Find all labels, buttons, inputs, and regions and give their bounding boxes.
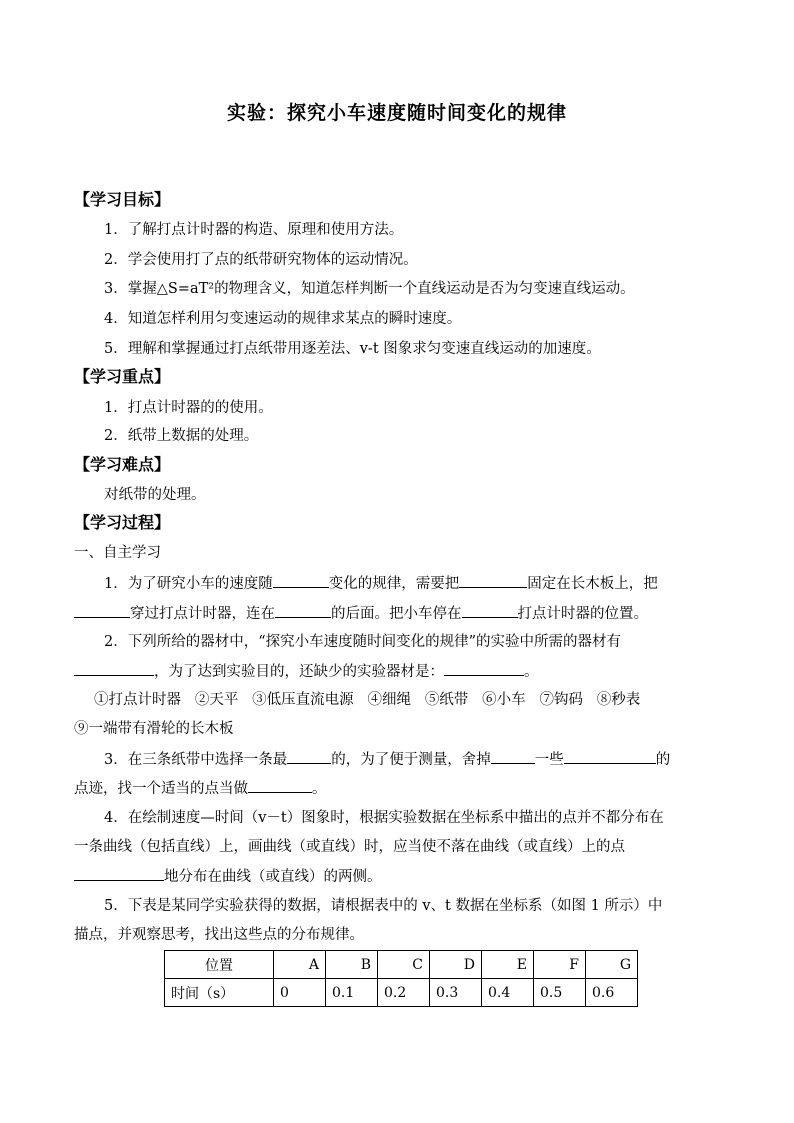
question-1-line-1: 1．为了研究小车的速度随 变化的规律，需要把 固定在长木板上，把 xyxy=(104,573,658,594)
goals-heading: 【学习目标】 xyxy=(74,190,171,209)
question-4-line-2: 一条曲线（包括直线）上，画曲线（或直线）时，应当使不落在曲线（或直线）上的点 xyxy=(74,839,625,855)
equipment-options: ①打点计时器 ②天平 ③低压直流电源 ④细绳 ⑤纸带 ⑥小车 ⑦钩码 ⑧秒表 xyxy=(94,692,641,708)
difficulties-heading: 【学习难点】 xyxy=(74,455,171,474)
question-1-line-2: 穿过打点计时器，连在 的后面。把小车停在 打点计时器的位置。 xyxy=(74,603,648,624)
answer-blank[interactable] xyxy=(459,573,527,588)
table-cell: 0 xyxy=(274,979,326,1007)
table-row xyxy=(165,979,638,1007)
goal-item: 2．学会使用打了点的纸带研究物体的运动情况。 xyxy=(104,252,418,268)
process-heading: 【学习过程】 xyxy=(74,513,171,532)
table-cell: 0.3 xyxy=(430,979,482,1007)
table-cell: B xyxy=(326,951,378,979)
table-cell: 0.1 xyxy=(326,979,378,1007)
answer-blank[interactable] xyxy=(74,866,164,881)
table-cell: F xyxy=(534,951,586,979)
answer-blank[interactable] xyxy=(564,749,656,764)
table-cell: A xyxy=(274,951,326,979)
table-cell: 0.2 xyxy=(378,979,430,1007)
table-cell: G xyxy=(586,951,638,979)
key-point-item: 1．打点计时器的的使用。 xyxy=(104,400,273,416)
answer-blank[interactable] xyxy=(248,778,312,793)
table-cell: D xyxy=(430,951,482,979)
table-cell: 位置 xyxy=(165,951,274,979)
question-5-line-2: 描点，并观察思考，找出这些点的分布规律。 xyxy=(74,927,364,943)
table-cell: 0.6 xyxy=(586,979,638,1007)
section-title: 一、自主学习 xyxy=(74,545,161,561)
table-cell: E xyxy=(482,951,534,979)
goal-item: 4．知道怎样利用匀变速运动的规律求某点的瞬时速度。 xyxy=(104,311,462,327)
question-5-line-1: 5．下表是某同学实验获得的数据，请根据表中的 v、t 数据在坐标系（如图 1 所示）中 xyxy=(104,898,663,914)
table-cell: 0.5 xyxy=(534,979,586,1007)
question-4-line-1: 4．在绘制速度—时间（v－t）图象时，根据实验数据在坐标系中描出的点并不都分布在 xyxy=(104,810,664,826)
answer-blank[interactable] xyxy=(491,749,535,764)
question-4-line-3: 地分布在曲线（或直线）的两侧。 xyxy=(74,866,382,887)
table-cell: 0.4 xyxy=(482,979,534,1007)
table-row xyxy=(165,951,638,979)
question-2-line-1: 2．下列所给的器材中，“探究小车速度随时间变化的规律”的实验中所需的器材有 xyxy=(104,634,622,650)
answer-blank[interactable] xyxy=(74,603,130,618)
answer-blank[interactable] xyxy=(275,603,331,618)
question-3-line-2: 点迹，找一个适当的点当做 。 xyxy=(74,778,327,799)
equipment-option-9: ⑨一端带有滑轮的长木板 xyxy=(74,721,234,737)
answer-blank[interactable] xyxy=(74,661,154,676)
question-2-line-2: ，为了达到实验目的，还缺少的实验器材是： 。 xyxy=(74,661,539,682)
data-table xyxy=(164,950,638,1007)
key-point-item: 2．纸带上数据的处理。 xyxy=(104,428,259,444)
answer-blank[interactable] xyxy=(287,749,331,764)
answer-blank[interactable] xyxy=(273,573,329,588)
goal-item: 3．掌握△S=aT²的物理含义，知道怎样判断一个直线运动是否为匀变速直线运动。 xyxy=(104,281,635,297)
difficulty-item: 对纸带的处理。 xyxy=(104,487,206,503)
key-points-heading: 【学习重点】 xyxy=(74,367,171,386)
answer-blank[interactable] xyxy=(462,603,518,618)
goal-item: 1．了解打点计时器的构造、原理和使用方法。 xyxy=(104,222,404,238)
question-3-line-1: 3．在三条纸带中选择一条最 的，为了便于测量，舍掉 一些 的 xyxy=(104,749,670,770)
page-title: 实验：探究小车速度随时间变化的规律 xyxy=(226,102,567,124)
table-cell: 时间（s） xyxy=(165,979,274,1007)
table-cell: C xyxy=(378,951,430,979)
answer-blank[interactable] xyxy=(444,661,524,676)
goal-item: 5．理解和掌握通过打点纸带用逐差法、v-t 图象求匀变速直线运动的加速度。 xyxy=(104,341,601,357)
